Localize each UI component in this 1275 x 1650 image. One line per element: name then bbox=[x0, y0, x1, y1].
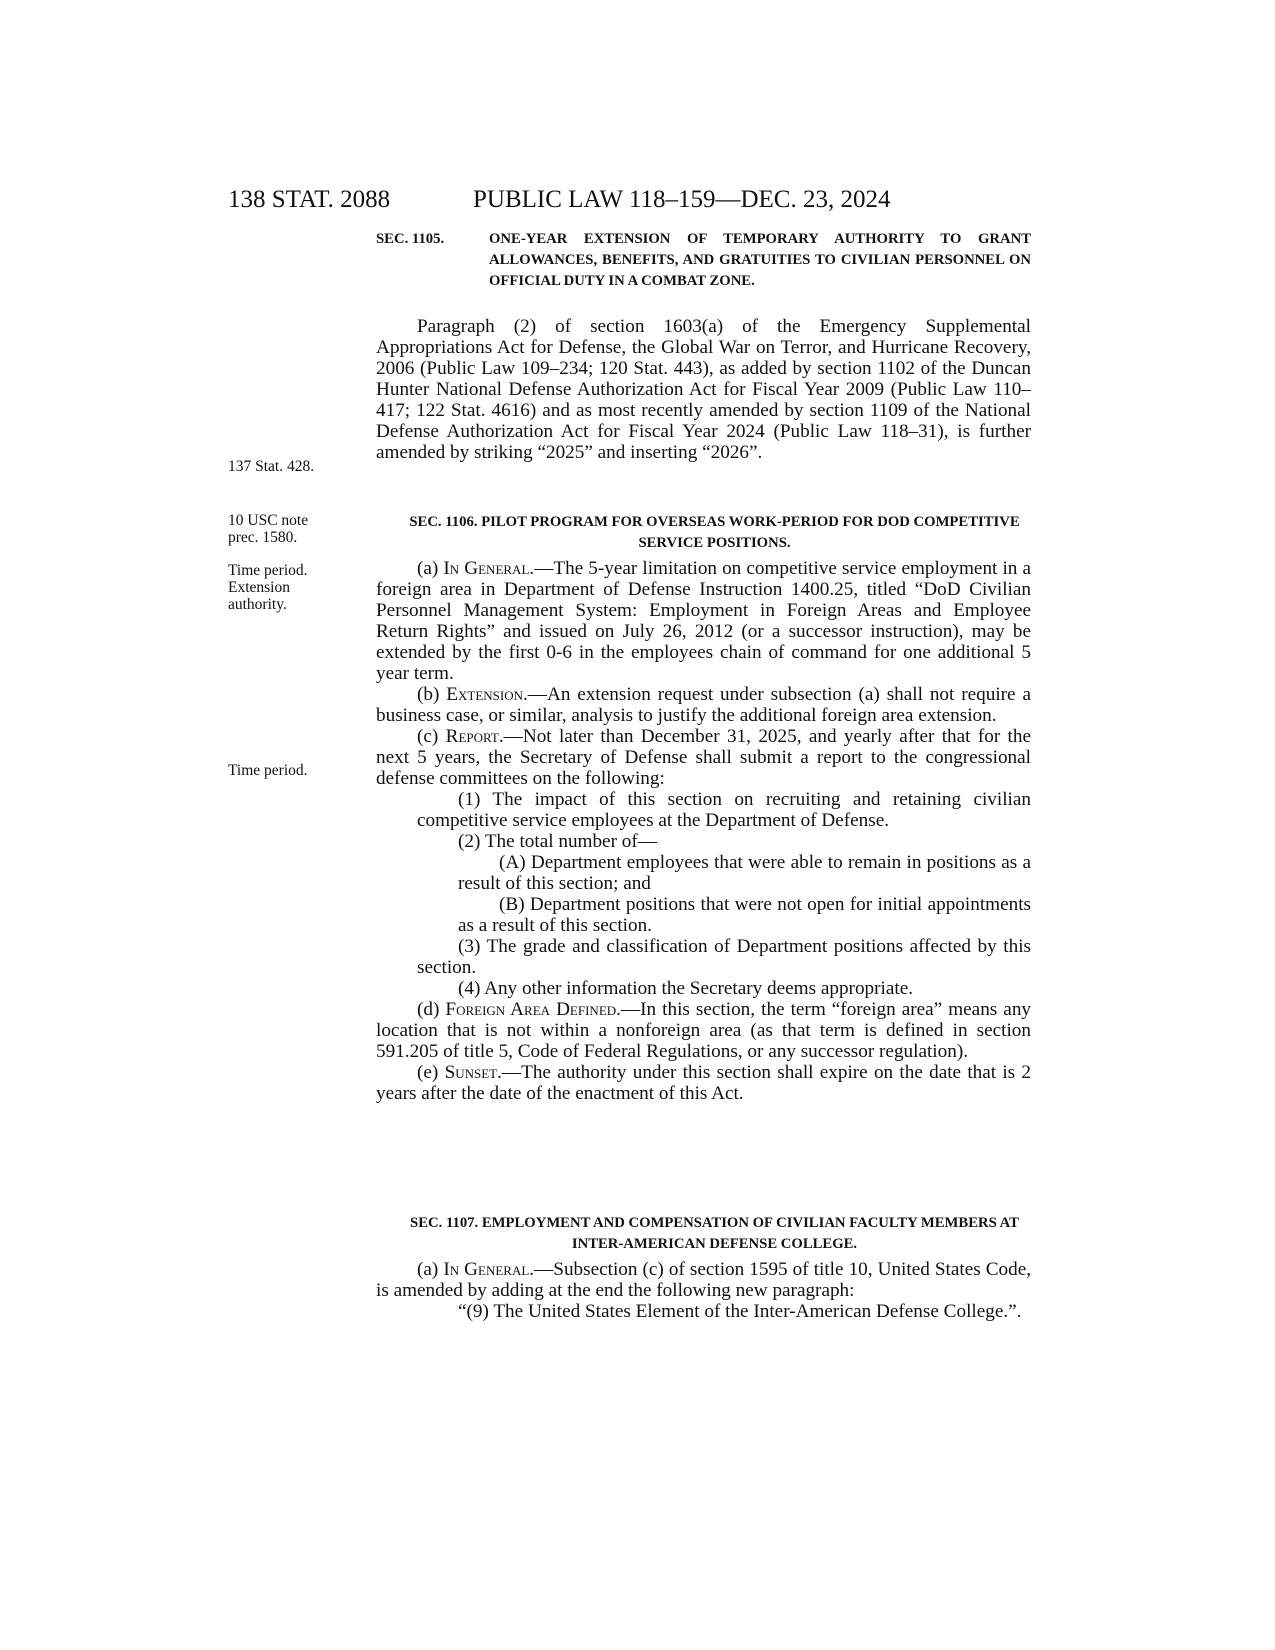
section-1107-number: SEC. 1107. bbox=[410, 1215, 479, 1231]
subsection-c-label: (c) bbox=[417, 726, 446, 747]
subsection-d bbox=[376, 999, 1031, 1062]
note-usc-line-1: 10 USC note bbox=[228, 512, 309, 529]
subsection-a-label: (a) bbox=[417, 558, 444, 579]
section-1107-subsection-a bbox=[376, 1259, 1031, 1301]
note-stat-ref: 137 Stat. 428. bbox=[228, 458, 315, 475]
section-1105-text: Paragraph (2) of section 1603(a) of the Emergency Supplemental Appropriations Act for Defense, the Global War on Terror, and Hurricane Recovery, 2006 (Public Law 109–234; 120 Stat. 443), as added by section 1102 of the Duncan Hunter National Defense Authorization Act for Fiscal Year 2009 (Public Law 110–417; 122 Stat. 4616) and as most recently amended by section 1109 of the National Defense Authorization Act for Fiscal Year 2024 (Public Law 118–31), is further amended by striking “2025” and inserting “2026”. bbox=[376, 316, 1031, 463]
section-1107-heading bbox=[376, 1213, 1031, 1255]
subsection-b-heading: Extension bbox=[446, 684, 523, 705]
subsection-e-heading: Sunset bbox=[444, 1062, 498, 1083]
section-1107-a-label: (a) bbox=[417, 1259, 444, 1280]
section-1105-number: SEC. 1105. bbox=[376, 231, 445, 247]
subsection-e-text: .—The authority under this section shall expire on the date that is 2 years after the date of the enactment of this Act. bbox=[376, 1062, 1032, 1104]
paragraph-c3: (3) The grade and classification of Department positions affected by this section. bbox=[417, 936, 1031, 978]
section-1107-body bbox=[376, 1259, 1031, 1322]
law-title-header: PUBLIC LAW 118–159—DEC. 23, 2024 bbox=[473, 186, 891, 213]
subsection-a bbox=[376, 558, 1031, 684]
note-time-period-1: Time period. bbox=[228, 562, 308, 579]
note-time-period-2: Time period. bbox=[228, 762, 308, 779]
subsection-e-label: (e) bbox=[417, 1062, 445, 1083]
note-extension-line-1: Extension bbox=[228, 579, 290, 596]
page-reference: 138 STAT. 2088 bbox=[228, 186, 391, 213]
section-1106-number: SEC. 1106. bbox=[409, 514, 478, 530]
subsection-e bbox=[376, 1062, 1031, 1104]
section-1106-body bbox=[376, 558, 1031, 1104]
subsection-a-heading: In General bbox=[443, 558, 530, 579]
section-1107-a-heading: In General bbox=[443, 1259, 530, 1280]
subsection-d-label: (d) bbox=[417, 999, 446, 1020]
section-1106-title: PILOT PROGRAM FOR OVERSEAS WORK-PERIOD FOR DOD COMPETITIVE SERVICE POSITIONS. bbox=[481, 514, 1020, 551]
subparagraph-c2A: (A) Department employees that were able to remain in positions as a result of this section; and bbox=[458, 852, 1031, 894]
subsection-b bbox=[376, 684, 1031, 726]
section-1105-title: ONE-YEAR EXTENSION OF TEMPORARY AUTHORITY TO GRANT ALLOWANCES, BENEFITS, AND GRATUITIES TO CIVILIAN PERSONNEL ON OFFICIAL DUTY IN A COMBAT ZONE. bbox=[489, 231, 1031, 289]
section-1107-quoted-paragraph: “(9) The United States Element of the Inter-American Defense College.”. bbox=[458, 1301, 1022, 1322]
paragraph-c2: (2) The total number of— bbox=[458, 831, 657, 852]
subsection-b-text: .—An extension request under subsection (a) shall not require a business case, or similar, analysis to justify the additional foreign area extension. bbox=[376, 684, 1031, 726]
subparagraph-c2B: (B) Department positions that were not open for initial appointments as a result of this section. bbox=[458, 894, 1031, 936]
subsection-c-text: .—Not later than December 31, 2025, and yearly after that for the next 5 years, the Secretary of Defense shall submit a report to the congressional defense committees on the following: bbox=[376, 726, 1031, 789]
subsection-d-heading: Foreign Area Defined bbox=[445, 999, 617, 1020]
note-extension-line-2: authority. bbox=[228, 596, 287, 613]
section-1105-body bbox=[376, 316, 1031, 463]
paragraph-c4: (4) Any other information the Secretary deems appropriate. bbox=[458, 978, 914, 999]
note-usc-line-2: prec. 1580. bbox=[228, 529, 298, 546]
subsection-c-heading: Report bbox=[445, 726, 499, 747]
margin-note-stat-ref bbox=[228, 458, 368, 475]
section-1107-title: EMPLOYMENT AND COMPENSATION OF CIVILIAN FACULTY MEMBERS AT INTER-AMERICAN DEFENSE COLLEGE. bbox=[481, 1215, 1019, 1252]
subsection-b-label: (b) bbox=[417, 684, 447, 705]
margin-note-time-extension bbox=[228, 562, 368, 613]
subsection-a-text: .—The 5-year limitation on competitive service employment in a foreign area in Department of Defense Instruction 1400.25, titled “DoD Civilian Personnel Management System: Employment in Foreign Areas and Employee Return Rights” and issued on July 26, 2012 (or a successor instruction), may be extended by the first 0-6 in the employees chain of command for one additional 5 year term. bbox=[376, 558, 1031, 684]
section-1107-a-text: .—Subsection (c) of section 1595 of title 10, United States Code, is amended by adding at the end the following new paragraph: bbox=[376, 1259, 1032, 1301]
paragraph-c1: (1) The impact of this section on recruiting and retaining civilian competitive service employees at the Department of Defense. bbox=[417, 789, 1031, 831]
subsection-d-text: .—In this section, the term “foreign area” means any location that is not within a nonforeign area (as that term is defined in section 591.205 of title 5, Code of Federal Regulations, or any successor regulation). bbox=[376, 999, 1032, 1062]
section-1105-heading bbox=[376, 229, 1031, 292]
subsection-c bbox=[376, 726, 1031, 789]
margin-note-usc bbox=[228, 512, 368, 546]
section-1106-heading bbox=[376, 512, 1031, 554]
margin-note-time-period-2 bbox=[228, 762, 368, 779]
